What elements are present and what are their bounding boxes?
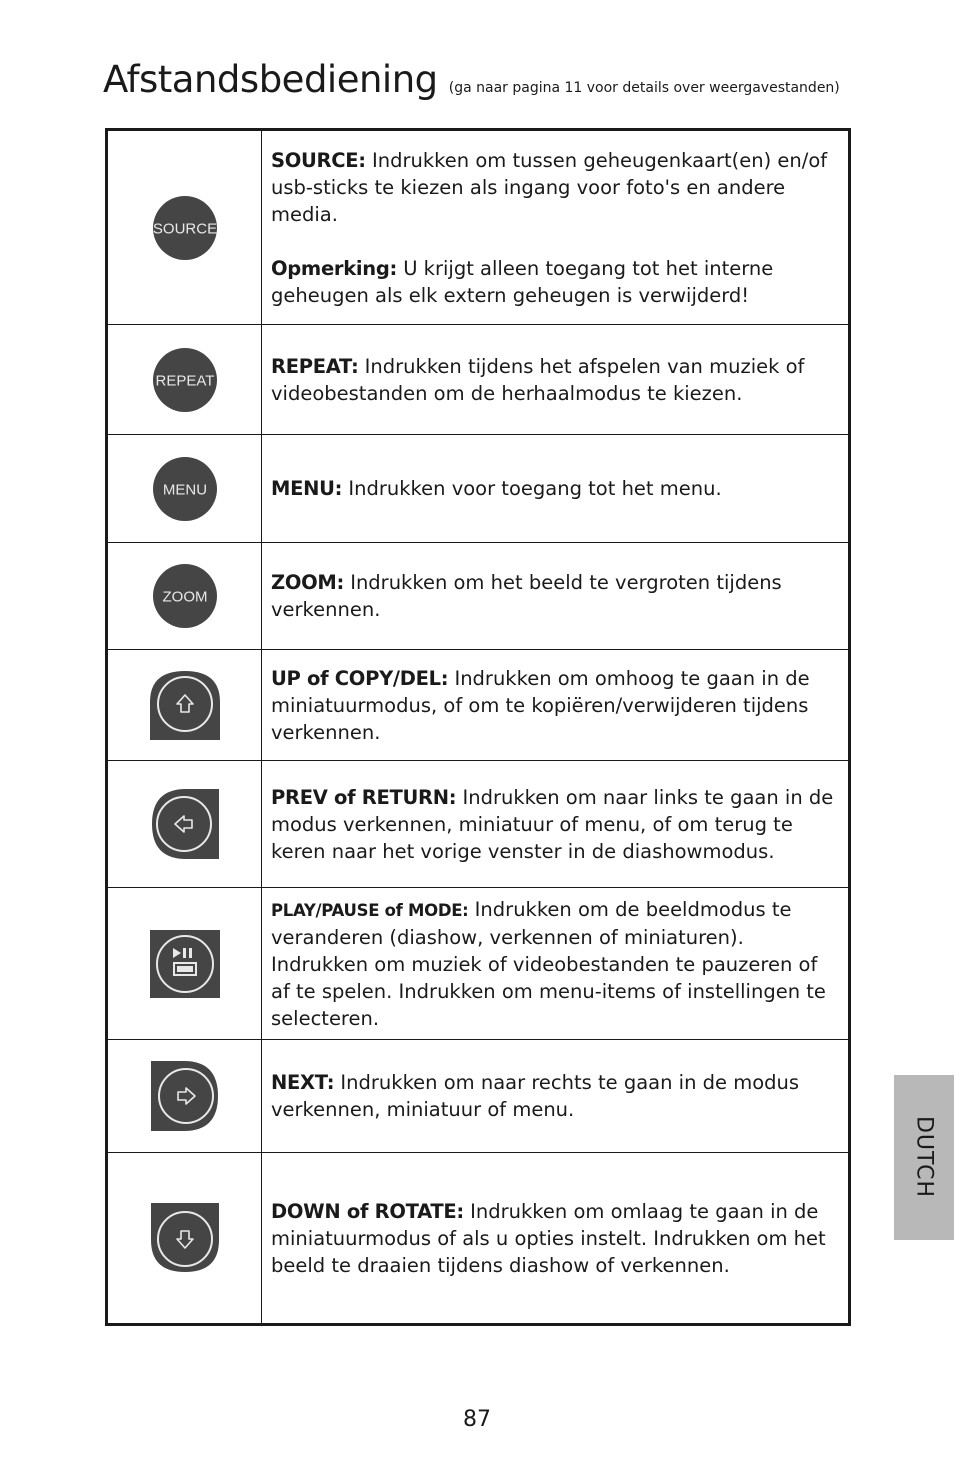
repeat-lead: REPEAT: xyxy=(271,354,359,378)
description-cell xyxy=(262,543,850,650)
prev-description: Indrukken om naar links te gaan in de modus verkennen, miniatuur of menu, of om terug te keren naar het vorige venster in de diashowmodus. xyxy=(271,785,834,863)
page-header xyxy=(103,58,840,101)
table-row xyxy=(107,543,850,650)
page-number: 87 xyxy=(463,1407,491,1432)
table-row xyxy=(107,130,850,325)
source-button-icon xyxy=(152,195,218,261)
icon-cell xyxy=(107,325,262,435)
icon-cell xyxy=(107,1040,262,1153)
table-row xyxy=(107,1040,850,1153)
up-description: Indrukken om omhoog te gaan in de miniatuurmodus, of om te kopiëren/verwijderen tijdens verkennen. xyxy=(271,666,810,744)
table-row xyxy=(107,888,850,1040)
play-pause-lead: PLAY/PAUSE of MODE: xyxy=(271,900,469,920)
table-row xyxy=(107,325,850,435)
down-description: Indrukken om omlaag te gaan in de miniatuurmodus of als u opties instelt. Indrukken om het beeld te draaien tijdens diashow of verkennen. xyxy=(271,1199,826,1277)
source-button-label: SOURCE xyxy=(152,220,217,237)
zoom-description: Indrukken om het beeld te vergroten tijdens verkennen. xyxy=(271,571,782,621)
language-tab-label: DUTCH xyxy=(911,1115,937,1199)
description-cell xyxy=(262,1153,850,1325)
menu-button-label: MENU xyxy=(162,481,207,498)
menu-button-icon xyxy=(152,456,218,522)
repeat-description: Indrukken tijdens het afspelen van muziek of videobestanden om de herhaalmodus te kiezen. xyxy=(271,354,805,405)
next-description: Indrukken om naar rechts te gaan in de modus verkennen, miniatuur of menu. xyxy=(271,1071,800,1121)
zoom-lead: ZOOM: xyxy=(271,571,344,594)
source-description: Indrukken om tussen geheugenkaart(en) en/of usb-sticks te kiezen als ingang voor foto's en andere media. xyxy=(271,148,828,226)
description-cell xyxy=(262,650,850,761)
description-cell xyxy=(262,1040,850,1153)
language-tab xyxy=(894,1075,954,1240)
description-cell xyxy=(262,130,850,325)
left-arrow-button-icon xyxy=(150,787,220,861)
page-subtitle: (ga naar pagina 11 voor details over weergavestanden) xyxy=(448,80,840,96)
table-row xyxy=(107,1153,850,1325)
icon-cell xyxy=(107,130,262,325)
right-arrow-button-icon xyxy=(150,1059,220,1133)
zoom-button-label: ZOOM xyxy=(162,588,207,606)
next-lead: NEXT: xyxy=(271,1071,335,1094)
menu-lead: MENU: xyxy=(271,477,343,500)
icon-cell xyxy=(107,435,262,543)
note-lead: Opmerking: xyxy=(271,256,397,280)
menu-description: Indrukken voor toegang tot het menu. xyxy=(342,477,722,500)
icon-cell xyxy=(107,1153,262,1325)
table-row xyxy=(107,761,850,888)
prev-lead: PREV of RETURN: xyxy=(271,785,457,809)
table-row xyxy=(107,435,850,543)
table-row xyxy=(107,650,850,761)
repeat-button-icon xyxy=(152,347,218,413)
note-description: U krijgt alleen toegang tot het interne geheugen als elk extern geheugen is verwijderd! xyxy=(271,256,774,307)
repeat-button-label: REPEAT xyxy=(155,372,214,389)
up-lead: UP of COPY/DEL: xyxy=(271,666,449,690)
remote-control-table xyxy=(105,128,851,1326)
icon-cell xyxy=(107,888,262,1040)
page-title: Afstandsbediening xyxy=(103,58,438,101)
description-cell xyxy=(262,325,850,435)
description-cell xyxy=(262,761,850,888)
up-arrow-button-icon xyxy=(148,669,222,741)
description-cell xyxy=(262,888,850,1040)
down-arrow-button-icon xyxy=(149,1202,221,1274)
source-lead: SOURCE: xyxy=(271,148,366,172)
play-pause-description: Indrukken om de beeldmodus te veranderen (diashow, verkennen of miniaturen). Indrukken om muziek of videobestanden te pauzeren of af te spelen. Indrukken om menu-items of instellingen te selecteren. xyxy=(271,897,826,1030)
zoom-button-icon xyxy=(152,563,218,629)
icon-cell xyxy=(107,543,262,650)
down-lead: DOWN of ROTATE: xyxy=(271,1199,464,1223)
icon-cell xyxy=(107,650,262,761)
play-pause-button-icon xyxy=(149,929,221,999)
description-cell xyxy=(262,435,850,543)
icon-cell xyxy=(107,761,262,888)
